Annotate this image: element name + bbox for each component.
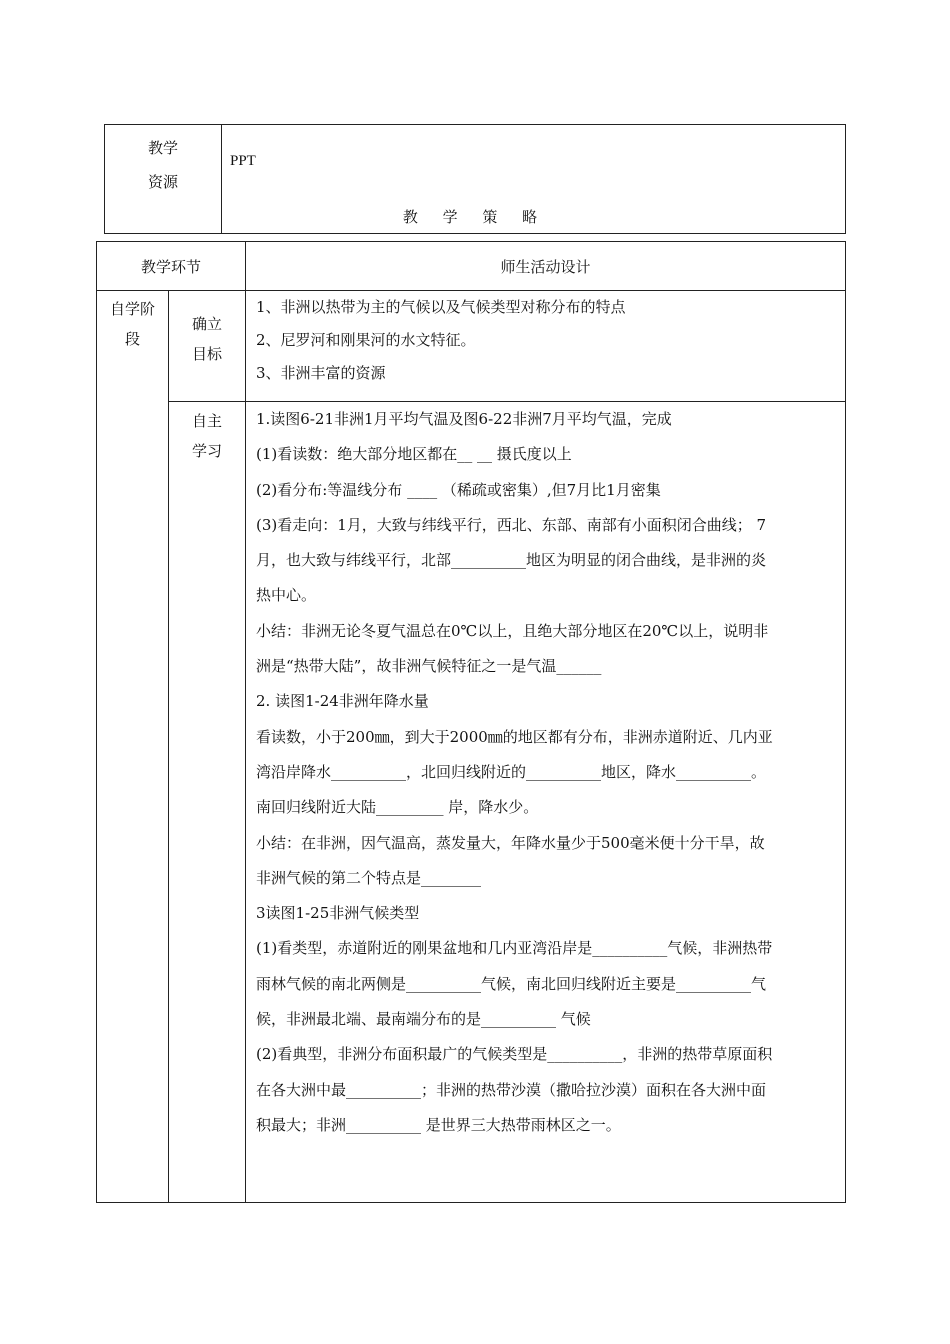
study-line: 雨林气候的南北两侧是__________气候，南北回归线附近主要是__________气	[256, 974, 767, 993]
study-line: 非洲气候的第二个特点是________	[256, 868, 482, 887]
study-label-line1: 自主	[191, 412, 222, 430]
resource-value: PPT	[230, 153, 256, 169]
strategy-header-row	[97, 242, 846, 291]
study-line: 小结：非洲无论冬夏气温总在0℃以上，且绝大部分地区在20℃以上，说明非	[256, 621, 769, 640]
goal-label-line2: 目标	[191, 345, 222, 363]
goal-item: 2、尼罗河和刚果河的水文特征。	[256, 331, 476, 349]
study-line: 看读数，小于200㎜，到大于2000㎜的地区都有分布，非洲赤道附近、几内亚	[256, 727, 773, 746]
stage-line1: 自学阶	[109, 300, 155, 318]
study-line: 1.读图6-21非洲1月平均气温及图6-22非洲7月平均气温，完成	[256, 410, 672, 428]
goal-item: 3、非洲丰富的资源	[256, 364, 386, 382]
study-line: 南回归线附近大陆_________ 岸，降水少。	[256, 798, 539, 817]
study-line: 热中心。	[256, 586, 317, 605]
stage-line2: 段	[124, 330, 140, 348]
resource-label-line1: 教学	[147, 139, 178, 157]
study-line: 小结：在非洲，因气温高，蒸发量大，年降水量少于500毫米便十分干旱，故	[256, 833, 765, 852]
study-line: 积最大；非洲__________ 是世界三大热带雨林区之一。	[256, 1115, 621, 1134]
study-content-cell	[246, 402, 846, 1203]
study-line: 洲是“热带大陆”，故非洲气候特征之一是气温______	[256, 657, 602, 676]
header-stage: 教学环节	[97, 242, 246, 291]
study-line: (2)看分布:等温线分布 ____ （稀疏或密集）,但7月比1月密集	[256, 480, 661, 499]
strategy-heading: 教 学 策 略	[402, 208, 548, 226]
strategy-table	[96, 241, 846, 1203]
study-line: (1)看类型，赤道附近的刚果盆地和几内亚湾沿岸是__________气候，非洲热带	[256, 939, 773, 958]
goal-label-line1: 确立	[191, 315, 222, 333]
resource-label-line2: 资源	[147, 173, 178, 191]
goal-item: 1、非洲以热带为主的气候以及气候类型对称分布的特点	[256, 298, 626, 316]
study-line: 2. 读图1-24非洲年降水量	[256, 692, 429, 711]
stage-cell	[97, 291, 169, 1203]
study-line: (3)看走向：1月，大致与纬线平行，西北、东部、南部有小面积闭合曲线； 7	[256, 515, 767, 534]
study-line: 候，非洲最北端、最南端分布的是__________ 气候	[256, 1010, 591, 1029]
study-line: (1)看读数：绝大部分地区都在__ __ 摄氏度以上	[256, 445, 572, 464]
goal-row	[97, 291, 846, 402]
study-line: (2)看典型，非洲分布面积最广的气候类型是__________，非洲的热带草原面积	[256, 1045, 773, 1064]
header-design: 师生活动设计	[246, 242, 846, 291]
study-label-line2: 学习	[191, 442, 222, 460]
study-label-cell	[169, 402, 246, 1203]
study-line: 3读图1-25非洲气候类型	[256, 904, 420, 923]
goal-label-cell	[169, 291, 246, 402]
study-line: 在各大洲中最__________；非洲的热带沙漠（撒哈拉沙漠）面积在各大洲中面	[256, 1080, 767, 1099]
study-line: 月，也大致与纬线平行，北部__________地区为明显的闭合曲线，是非洲的炎	[256, 551, 767, 570]
study-line: 湾沿岸降水__________，北回归线附近的__________地区，降水__________。	[256, 762, 767, 781]
goal-content-cell	[246, 291, 846, 402]
study-row	[97, 402, 846, 1203]
